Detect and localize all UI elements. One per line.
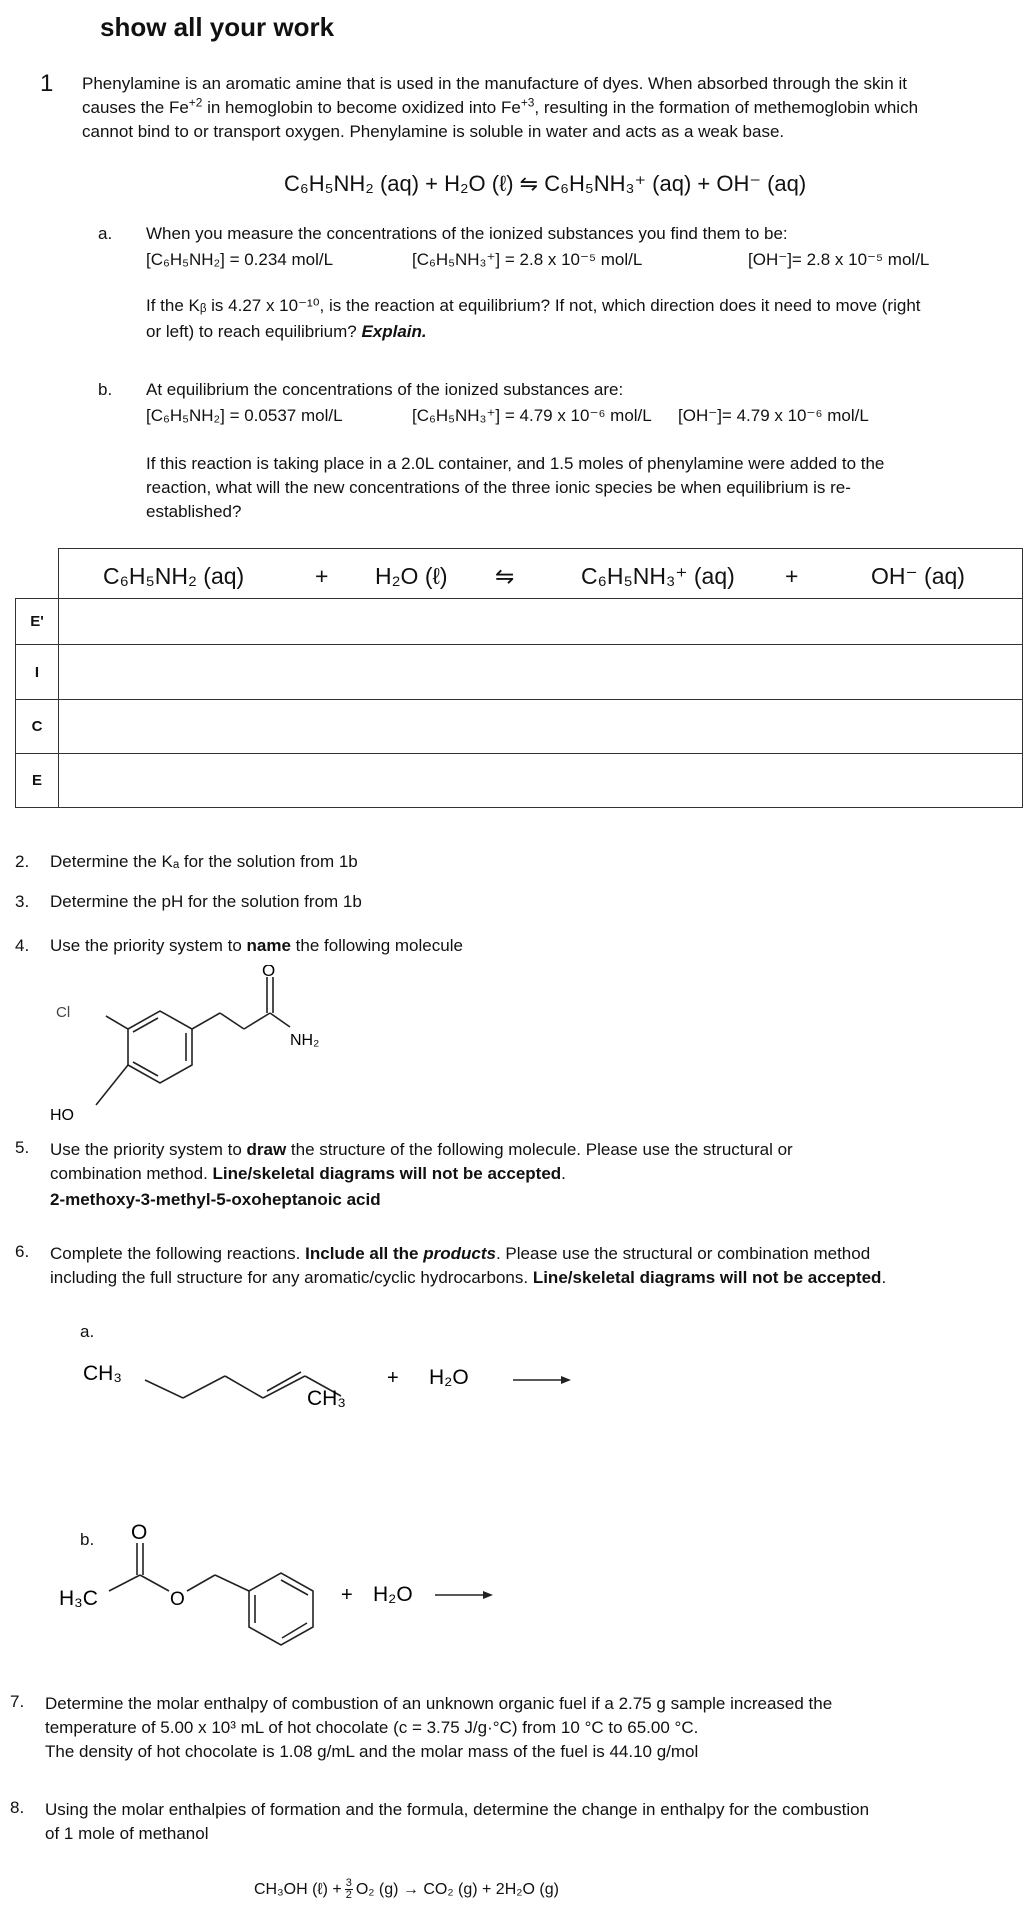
q6-text [50,1242,1030,1290]
q5-line1 [50,1138,1010,1162]
ice-row-c [16,700,1023,754]
ice-cell-e[interactable] [59,754,1023,808]
q7-line2: temperature of 5.00 x 10³ mL of hot chocolate (c = 3.75 J/g·°C) from 10 °C to 65.00 °C. [45,1718,699,1737]
ice-species1: C₆H₅NH₂ (aq) [103,563,245,589]
q6-line1 [50,1242,1030,1266]
q4-molecule-diagram [40,965,340,1125]
ice-cell-eprime[interactable] [59,599,1023,645]
q1-equation: C₆H₅NH₂ (aq) + H₂O (ℓ) ⇋ C₆H₅NH₃⁺ (aq) + OH⁻ (aq) [284,171,807,196]
q5-number: 5. [15,1138,30,1157]
q6-line2-a: including the full structure for any aromatic/cyclic hydrocarbons. [50,1268,533,1287]
q8-fraction [345,1878,353,1901]
ice-plus2: + [785,563,799,589]
q1b-conc1: [C₆H₅NH₂] = 0.0537 mol/L [146,406,343,425]
ice-label-e: E [16,754,59,808]
q5-line2-a: combination method. [50,1164,213,1183]
q6b-reaction-diagram [55,1505,555,1655]
q6b-ring-double-2 [282,1623,307,1638]
nh2-bond [270,1013,290,1027]
q6a-bond-2 [183,1376,225,1398]
q4-ho-label: HO [50,1107,74,1124]
q8-equation [254,1878,559,1901]
q1a-explain: Explain. [361,322,427,341]
q4-oxygen-label: O [262,965,276,980]
ice-species4: OH⁻ (aq) [871,563,965,589]
q1b-conc3: [OH⁻]= 4.79 x 10⁻⁶ mol/L [678,406,869,425]
ice-label-c: C [16,700,59,754]
ice-row-i [16,645,1023,700]
ice-species3: C₆H₅NH₃⁺ (aq) [581,563,735,589]
ice-table [15,548,1023,808]
q6b-oxygen-top: O [131,1521,148,1544]
q6b-ring-double-1 [281,1580,308,1595]
q4-text-bold: name [246,936,291,955]
q6a-reaction-diagram [75,1350,595,1420]
benzene-ring [128,1011,192,1083]
q7-number: 7. [10,1692,25,1711]
q5-line1-b: the structure of the following molecule. Please use the structural or [286,1140,793,1159]
chain-bond-1 [192,1013,220,1029]
q5-text [50,1138,1010,1212]
q6a-h2o: H₂O [429,1366,469,1389]
ice-arrow: ⇋ [495,563,515,589]
q8-line1: Using the molar enthalpies of formation and the formula, determine the change in enthalpy for the combustion [45,1800,870,1819]
cl-bond [106,1016,128,1029]
q2-number: 2. [15,852,30,871]
q6b-arrow-head [483,1591,493,1599]
q6b-ester-bond-1 [140,1575,169,1591]
q1-intro-line2-a: causes the Fe [82,98,189,117]
q6b-benzene-ring [249,1573,313,1645]
q1-intro [82,72,1022,144]
q1-number: 1 [40,70,54,97]
q8-text [45,1798,1030,1846]
q6b-ester-bond-2 [187,1575,215,1591]
q7-line3: The density of hot chocolate is 1.08 g/mL and the molar mass of the fuel is 44.10 g/mol [45,1742,699,1761]
q1-intro-line2-c: , resulting in the formation of methemoglobin which [534,98,919,117]
q1b-question-line3: established? [146,502,242,521]
fe-charge-2: +2 [188,95,203,110]
q1-intro-line1: Phenylamine is an aromatic amine that is used in the manufacture of dyes. When absorbed through the skin it [82,74,907,93]
q6a-label: a. [80,1322,95,1341]
q7-line1: Determine the molar enthalpy of combustion of an unknown organic fuel if a 2.75 g sample increased the [45,1694,833,1713]
q6b-h2o: H₂O [373,1583,413,1606]
q1a-question-line2 [146,322,427,342]
carbonyl-carbon-bond [244,1013,270,1029]
ice-label-i: I [16,645,59,700]
q6b-ch2-bond [215,1575,249,1591]
q5-line1-bold: draw [246,1140,287,1159]
q4-text [50,936,463,956]
q1a-question-line1: If the Kᵦ is 4.27 x 10⁻¹⁰, is the reaction at equilibrium? If not, which direction does it need to move (right [146,296,921,315]
q1-intro-line2-b: in hemoglobin to become oxidized into Fe [202,98,521,117]
q1a-conc2: [C₆H₅NH₃⁺] = 2.8 x 10⁻⁵ mol/L [412,250,643,269]
q6b-plus: + [341,1584,353,1606]
ice-header-row [16,549,1023,599]
q6-line2 [50,1266,1030,1290]
q6b-oxygen-ester: O [170,1589,185,1610]
q1-intro-line2 [82,96,1022,120]
page-title: show all your work [100,12,335,42]
q8-eq-part-a: CH₃OH (ℓ) + [254,1880,342,1898]
q1a-conc3: [OH⁻]= 2.8 x 10⁻⁵ mol/L [748,250,930,269]
ring-double-bond-2 [133,1062,158,1076]
q1b-question-line2: reaction, what will the new concentrations of the three ionic species be when equilibrium is re- [146,478,851,497]
q6-line1-a: Complete the following reactions. [50,1244,306,1263]
q7-text [45,1692,1030,1764]
q6a-plus: + [387,1367,399,1389]
q1b-conc2: [C₆H₅NH₃⁺] = 4.79 x 10⁻⁶ mol/L [412,406,652,425]
q1b-line1: At equilibrium the concentrations of the ionized substances are: [146,380,624,399]
fe-charge-3: +3 [520,95,535,110]
q8-number: 8. [10,1798,25,1817]
ice-plus1: + [315,563,329,589]
q6-line2-b: . [881,1268,887,1287]
q4-nh2-label: NH₂ [290,1032,320,1049]
ice-label-eprime: E' [16,599,59,645]
q4-text-a: Use the priority system to [50,936,247,955]
q1-intro-line3: cannot bind to or transport oxygen. Phenylamine is soluble in water and acts as a weak base. [82,122,785,141]
ice-species2: H₂O (ℓ) [375,563,448,589]
q5-line1-a: Use the priority system to [50,1140,247,1159]
q6a-ch3-left: CH₃ [83,1362,122,1385]
q6a-arrow-head [561,1376,571,1384]
ho-bond [96,1065,128,1105]
q4-number: 4. [15,936,30,955]
q5-line2 [50,1162,1010,1186]
ice-row-eprime [16,599,1023,645]
q8-fraction-numerator: 3 [345,1877,352,1889]
q5-molecule-name: 2-methoxy-3-methyl-5-oxoheptanoic acid [50,1190,381,1209]
q6-number: 6. [15,1242,30,1261]
ice-row-e [16,754,1023,808]
q4-cl-label: Cl [56,1004,71,1021]
ice-corner [16,549,59,599]
ice-cell-c[interactable] [59,700,1023,754]
q3-number: 3. [15,892,30,911]
q8-eq-part-b: O₂ (g) → CO₂ (g) + 2H₂O (g) [355,1880,559,1898]
chain-bond-2 [220,1013,244,1029]
q8-fraction-denominator: 2 [345,1889,352,1901]
q6-line2-bold: Line/skeletal diagrams will not be accepted [532,1268,882,1287]
q8-line2: of 1 mole of methanol [45,1824,209,1843]
ring-double-bond-3 [133,1018,158,1032]
q6a-ch3-right: CH₃ [307,1387,346,1410]
q5-line2-b: . [561,1164,566,1183]
q6-line1-b: . Please use the structural or combination method [495,1244,871,1263]
q6a-double-bond-1 [263,1376,305,1398]
q6a-bond-3 [225,1376,263,1398]
ice-cell-i[interactable] [59,645,1023,700]
q4-text-b: the following molecule [290,936,463,955]
q6b-methyl-bond [109,1575,140,1591]
q1a-conc1: [C₆H₅NH₂] = 0.234 mol/L [146,250,334,269]
q5-line2-bold: Line/skeletal diagrams will not be accepted [212,1164,562,1183]
q6b-label: b. [80,1530,95,1549]
q1a-label: a. [98,224,113,243]
ice-header-cell [59,549,1023,599]
q6b-h3c: H₃C [59,1587,98,1610]
q6a-bond-1 [145,1380,183,1398]
q1a-question-line2-text: or left) to reach equilibrium? [146,322,362,341]
q2-text: Determine the Kₐ for the solution from 1b [50,852,358,871]
q1b-label: b. [98,380,113,399]
q6-line1-bi: products [423,1244,496,1263]
q6-line1-bold: Include all the [305,1244,424,1263]
q3-text: Determine the pH for the solution from 1b [50,892,362,911]
q1a-line1: When you measure the concentrations of the ionized substances you find them to be: [146,224,788,243]
q1b-question-line1: If this reaction is taking place in a 2.0L container, and 1.5 moles of phenylamine were added to the [146,454,885,473]
